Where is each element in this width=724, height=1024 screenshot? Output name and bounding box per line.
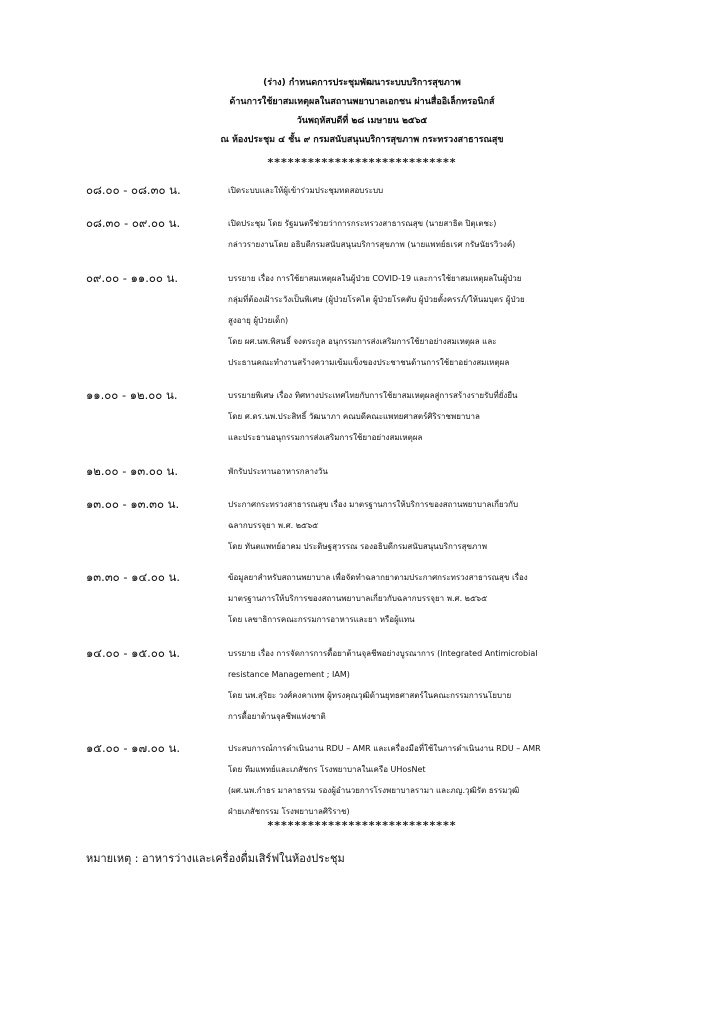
schedule-line: สูงอายุ ผู้ป่วยเด็ก) <box>228 316 289 325</box>
schedule-item <box>86 385 666 461</box>
document-header <box>0 74 724 150</box>
schedule-line: ฉลากบรรจุยา พ.ศ. ๒๕๖๕ <box>228 521 319 530</box>
schedule-line: โดย ทีมแพทย์และเภสัชกร โรงพยาบาลในเครือ UHosNet <box>228 765 426 774</box>
schedule-time: ๑๕.๐๐ - ๑๗.๐๐ น. <box>86 741 180 755</box>
schedule-line: ประกาศกระทรวงสาธารณสุข เรื่อง มาตรฐานการให้บริการของสถานพยาบาลเกี่ยวกับ <box>228 500 519 509</box>
footnote: หมายเหตุ : อาหารว่างและเครื่องดื่มเสิร์ฟในห้องประชุม <box>86 852 345 865</box>
header-date: วันพฤหัสบดีที่ ๒๘ เมษายน ๒๕๖๕ <box>296 116 428 126</box>
schedule-item <box>86 494 666 567</box>
schedule-line: และประธานอนุกรรมการส่งเสริมการใช้ยาอย่างสมเหตุผล <box>228 433 423 442</box>
schedule-time: ๑๔.๐๐ - ๑๕.๐๐ น. <box>86 646 181 660</box>
schedule-line: โดย ผศ.นพ.พิสนธิ์ จงตระกูล อนุกรรมการส่งเสริมการใช้ยาอย่างสมเหตุผล และ <box>228 337 497 346</box>
schedule-time: ๑๓.๓๐ - ๑๔.๐๐ น. <box>86 570 181 584</box>
schedule-line: บรรยาย เรื่อง การใช้ยาสมเหตุผลในผู้ป่วย COVID-19 และการใช้ยาสมเหตุผลในผู้ป่วย <box>228 274 522 283</box>
schedule-description <box>228 461 668 482</box>
schedule-item <box>86 738 666 828</box>
schedule-item <box>86 213 666 268</box>
schedule-description <box>228 268 668 373</box>
schedule-line: เปิดประชุม โดย รัฐมนตรีช่วยว่าการกระทรวงสาธารณสุข (นายสาธิต ปิตุเตชะ) <box>228 219 497 228</box>
schedule-description <box>228 385 668 448</box>
schedule-line: บรรยาย เรื่อง การจัดการการดื้อยาต้านจุลชีพอย่างบูรณาการ (Integrated Antimicrobial <box>228 649 538 658</box>
schedule-line: ประธานคณะทำงานสร้างความเข้มแข็งของประชาชนด้านการใช้ยาอย่างสมเหตุผล <box>228 358 510 367</box>
separator-bottom: **************************** <box>267 819 457 832</box>
schedule-item <box>86 268 666 385</box>
schedule-line: เปิดระบบและให้ผู้เข้าร่วมประชุมทดสอบระบบ <box>228 186 384 195</box>
schedule-description <box>228 567 668 630</box>
schedule-line: ฝ่ายเภสัชกรรม โรงพยาบาลศิริราช) <box>228 807 350 816</box>
schedule-line: (ผศ.นพ.กำธร มาลาธรรม รองผู้อำนวยการโรงพยาบาลรามา และภญ.วุฒิรัต ธรรมวุฒิ <box>228 786 520 795</box>
schedule-time: ๑๓.๐๐ - ๑๓.๓๐ น. <box>86 497 180 511</box>
schedule-line: มาตรฐานการให้บริการของสถานพยาบาลเกี่ยวกับฉลากบรรจุยา พ.ศ. ๒๕๖๕ <box>228 594 488 603</box>
schedule-description <box>228 180 668 201</box>
schedule-line: พักรับประทานอาหารกลางวัน <box>228 467 328 476</box>
schedule-line: โดย ศ.ดร.นพ.ประสิทธิ์ วัฒนาภา คณบดีคณะแพทยศาสตร์ศิริราชพยาบาล <box>228 412 480 421</box>
schedule-line: โดย ทันตแพทย์อาคม ประดิษฐสุวรรณ รองอธิบดีกรมสนับสนุนบริการสุขภาพ <box>228 542 488 551</box>
schedule-line: กลุ่มที่ต้องเฝ้าระวังเป็นพิเศษ (ผู้ป่วยโรคไต ผู้ป่วยโรคตับ ผู้ป่วยตั้งครรภ์/ให้นมบุตร ผู้ป่วย <box>228 295 525 304</box>
schedule-item <box>86 461 666 494</box>
schedule-description <box>228 738 668 822</box>
schedule-time: ๑๑.๐๐ - ๑๒.๐๐ น. <box>86 388 178 402</box>
schedule-line: ประสบการณ์การดำเนินงาน RDU – AMR และเครื่องมือที่ใช้ในการดำเนินงาน RDU – AMR <box>228 744 541 753</box>
schedule-line: กล่าวรายงานโดย อธิบดีกรมสนับสนุนบริการสุขภาพ (นายแพทย์ธเรศ กรัษนัยรวิวงค์) <box>228 240 516 249</box>
schedule-item <box>86 567 666 643</box>
schedule-time: ๐๙.๐๐ - ๑๑.๐๐ น. <box>86 271 179 285</box>
schedule-line: ข้อมูลยาสำหรับสถานพยาบาล เพื่อจัดทำฉลากยาตามประกาศกระทรวงสาธารณสุข เรื่อง <box>228 573 528 582</box>
separator-top: **************************** <box>267 156 457 169</box>
schedule-line: โดย เลขาธิการคณะกรรมการอาหารและยา หรือผู้แทน <box>228 615 415 624</box>
schedule-line: การดื้อยาต้านจุลชีพแห่งชาติ <box>228 712 326 721</box>
header-subtitle: ด้านการใช้ยาสมเหตุผลในสถานพยาบาลเอกชน ผ่านสื่ออิเล็กทรอนิกส์ <box>229 97 495 107</box>
schedule-description <box>228 213 668 255</box>
schedule-item <box>86 180 666 213</box>
schedule-time: ๑๒.๐๐ - ๑๓.๐๐ น. <box>86 464 179 478</box>
schedule-description <box>228 643 668 727</box>
schedule-line: โดย นพ.สุริยะ วงศ์คงคาเทพ ผู้ทรงคุณวุฒิด้านยุทธศาสตร์ในคณะกรรมการนโยบาย <box>228 691 512 700</box>
schedule-line: บรรยายพิเศษ เรื่อง ทิศทางประเทศไทยกับการใช้ยาสมเหตุผลสู่การสร้างรายรับที่ยั่งยืน <box>228 391 518 400</box>
schedule-description <box>228 494 668 557</box>
schedule-list <box>86 180 666 828</box>
schedule-line: resistance Management ; IAM) <box>228 670 350 679</box>
schedule-item <box>86 643 666 738</box>
header-title: (ร่าง) กำหนดการประชุมพัฒนาระบบบริการสุขภาพ <box>263 78 461 88</box>
header-venue: ณ ห้องประชุม ๔ ชั้น ๙ กรมสนับสนุนบริการสุขภาพ กระทรวงสาธารณสุข <box>220 135 504 145</box>
schedule-time: ๐๘.๓๐ - ๐๙.๐๐ น. <box>86 216 181 230</box>
schedule-time: ๐๘.๐๐ - ๐๘.๓๐ น. <box>86 183 181 197</box>
